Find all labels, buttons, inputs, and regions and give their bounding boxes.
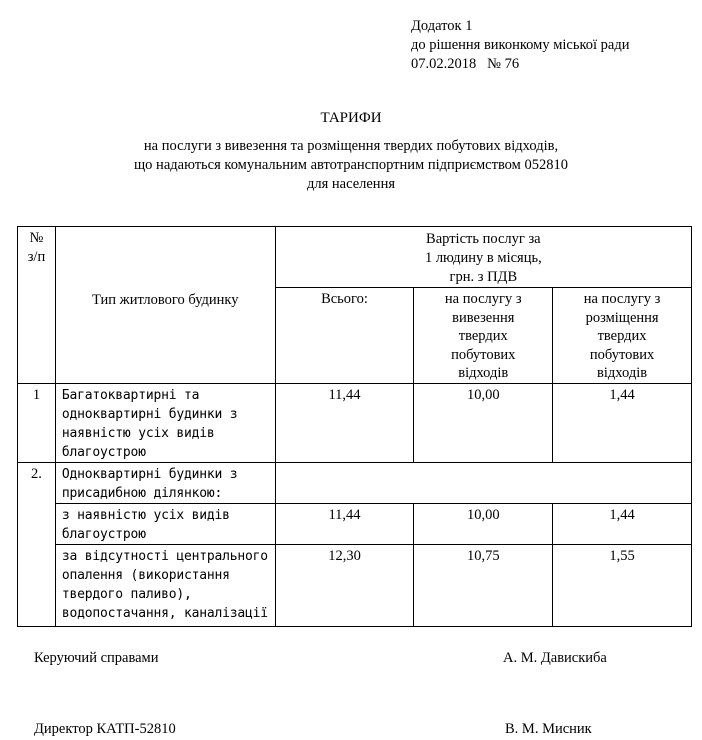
row-placement: 1,44 [553, 503, 692, 544]
header-cost: Вартість послуг за 1 людину в місяць, грн. з ПДВ [275, 227, 691, 288]
director-name: В. М. Мисник [505, 721, 592, 737]
row-placement: 1,44 [553, 383, 692, 462]
row-number: 1 [18, 383, 56, 462]
table-row [18, 383, 692, 462]
row-removal: 10,00 [414, 503, 553, 544]
row-building-type: за відсутності центрального опалення (використання твердого паливо), водопостачання, каналізації [55, 544, 275, 626]
row-empty-values [275, 462, 691, 503]
appendix-line-1: Додаток 1 [411, 18, 473, 34]
row-building-type: Багатоквартирні та одноквартирні будинки з наявністю усіх видів благоустрою [55, 383, 275, 462]
header-placement: на послугу з розміщення твердих побутових відходів [553, 288, 692, 384]
row-removal: 10,75 [414, 544, 553, 626]
row-total: 11,44 [275, 383, 414, 462]
header-number: № з/п [18, 227, 56, 384]
row-building-type: Одноквартирні будинки з присадибною ділянкою: [55, 462, 275, 503]
row-removal: 10,00 [414, 383, 553, 462]
header-building-type: Тип житлового будинку [55, 227, 275, 384]
header-total: Всього: [275, 288, 414, 384]
row-placement: 1,55 [553, 544, 692, 626]
appendix-line-3: 07.02.2018 № 76 [411, 56, 520, 72]
row-building-type: з наявністю усіх видів благоустрою [55, 503, 275, 544]
table-row [18, 462, 692, 503]
subtitle-line-2: що надаються комунальним автотранспортним підприємством 052810 [134, 157, 568, 173]
table-row [18, 503, 692, 544]
row-total: 11,44 [275, 503, 414, 544]
manager-title: Керуючий справами [34, 650, 159, 666]
subtitle-line-3: для населення [306, 176, 395, 192]
row-number: 2. [18, 462, 56, 626]
director-title: Директор КАТП-52810 [34, 721, 176, 737]
table-row [18, 544, 692, 626]
subtitle-line-1: на послуги з вивезення та розміщення твердих побутових відходів, [143, 138, 559, 154]
appendix-header [411, 17, 630, 74]
manager-name: А. М. Давискиба [503, 650, 607, 666]
document-subtitle [0, 137, 702, 194]
table-header-row [18, 227, 692, 288]
appendix-line-2: до рішення виконкому міської ради [411, 37, 630, 53]
row-total: 12,30 [275, 544, 414, 626]
header-removal: на послугу з вивезення твердих побутових відходів [414, 288, 553, 384]
document-title: ТАРИФИ [320, 110, 382, 126]
tariffs-table [17, 226, 692, 627]
